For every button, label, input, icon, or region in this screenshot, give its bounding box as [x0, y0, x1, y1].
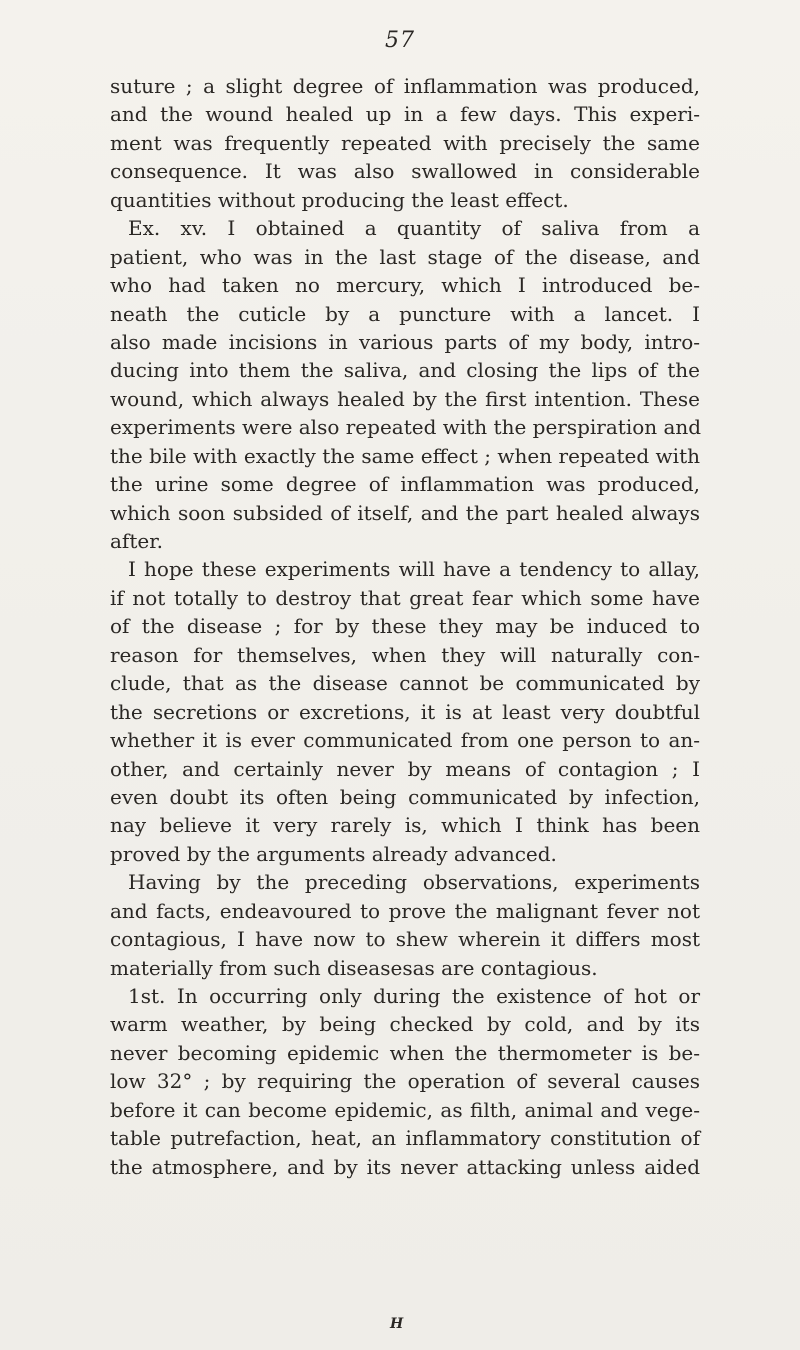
text-line: who had taken no mercury, which I introduced be- — [110, 273, 700, 298]
text-line: if not totally to destroy that great fear which some have — [110, 585, 700, 610]
signature-mark: H — [390, 1316, 404, 1332]
text-line: table putrefaction, heat, an inflammatory constitution of — [110, 1126, 700, 1151]
text-line: of the disease ; for by these they may be induced to — [110, 614, 700, 639]
page-number: 57 — [385, 28, 415, 53]
text-line: neath the cuticle by a puncture with a lancet. I — [110, 301, 700, 326]
text-line: before it can become epidemic, as filth, animal and vege- — [110, 1097, 700, 1122]
text-line: quantities without producing the least effect. — [110, 187, 569, 212]
text-line: contagious, I have now to shew wherein it differs most — [110, 927, 700, 952]
text-line: proved by the arguments already advanced. — [110, 841, 557, 866]
text-line: also made incisions in various parts of my body, intro- — [110, 329, 700, 354]
text-line: wound, which always healed by the first intention. These — [110, 386, 700, 411]
text-line: Ex. xv. I obtained a quantity of saliva from a — [128, 216, 700, 241]
text-line: experiments were also repeated with the perspiration and — [110, 415, 702, 440]
text-line: I hope these experiments will have a tendency to allay, — [128, 557, 700, 582]
text-line: which soon subsided of itself, and the part healed always — [110, 500, 700, 525]
text-line: and the wound healed up in a few days. This experi- — [110, 102, 700, 127]
text-line: and facts, endeavoured to prove the malignant fever not — [110, 898, 700, 923]
text-line: consequence. It was also swallowed in considerable — [110, 159, 700, 184]
text-line: ducing into them the saliva, and closing the lips of the — [110, 358, 700, 383]
text-line: patient, who was in the last stage of the disease, and — [110, 244, 700, 269]
text-line: whether it is ever communicated from one person to an- — [110, 728, 700, 753]
text-line: the urine some degree of inflammation was produced, — [110, 472, 700, 497]
text-line: warm weather, by being checked by cold, and by its — [110, 1012, 700, 1037]
text-line: the bile with exactly the same effect ; when repeated with — [110, 443, 700, 468]
text-line: clude, that as the disease cannot be communicated by — [110, 671, 700, 696]
text-line: never becoming epidemic when the thermometer is be- — [110, 1040, 700, 1065]
text-line: 1st. In occurring only during the existence of hot or — [128, 984, 700, 1008]
text-line: suture ; a slight degree of inflammation was produced, — [110, 74, 700, 98]
text-line: the atmosphere, and by its never attacking unless aided — [110, 1154, 700, 1179]
text-line: even doubt its often being communicated by infection, — [110, 784, 700, 809]
text-line: the secretions or excretions, it is at least very doubtful — [110, 699, 700, 724]
body-text — [110, 72, 700, 1181]
text-line: after. — [110, 529, 163, 553]
text-line: low 32° ; by requiring the operation of several causes — [110, 1069, 700, 1094]
text-line: nay believe it very rarely is, which I think has been — [110, 813, 700, 838]
text-line: reason for themselves, when they will naturally con- — [110, 642, 700, 667]
text-line: ment was frequently repeated with precisely the same — [110, 130, 700, 155]
text-line: other, and certainly never by means of contagion ; I — [110, 756, 700, 781]
text-line: Having by the preceding observations, experiments — [128, 870, 700, 895]
text-line: materially from such diseasesas are contagious. — [110, 955, 598, 980]
